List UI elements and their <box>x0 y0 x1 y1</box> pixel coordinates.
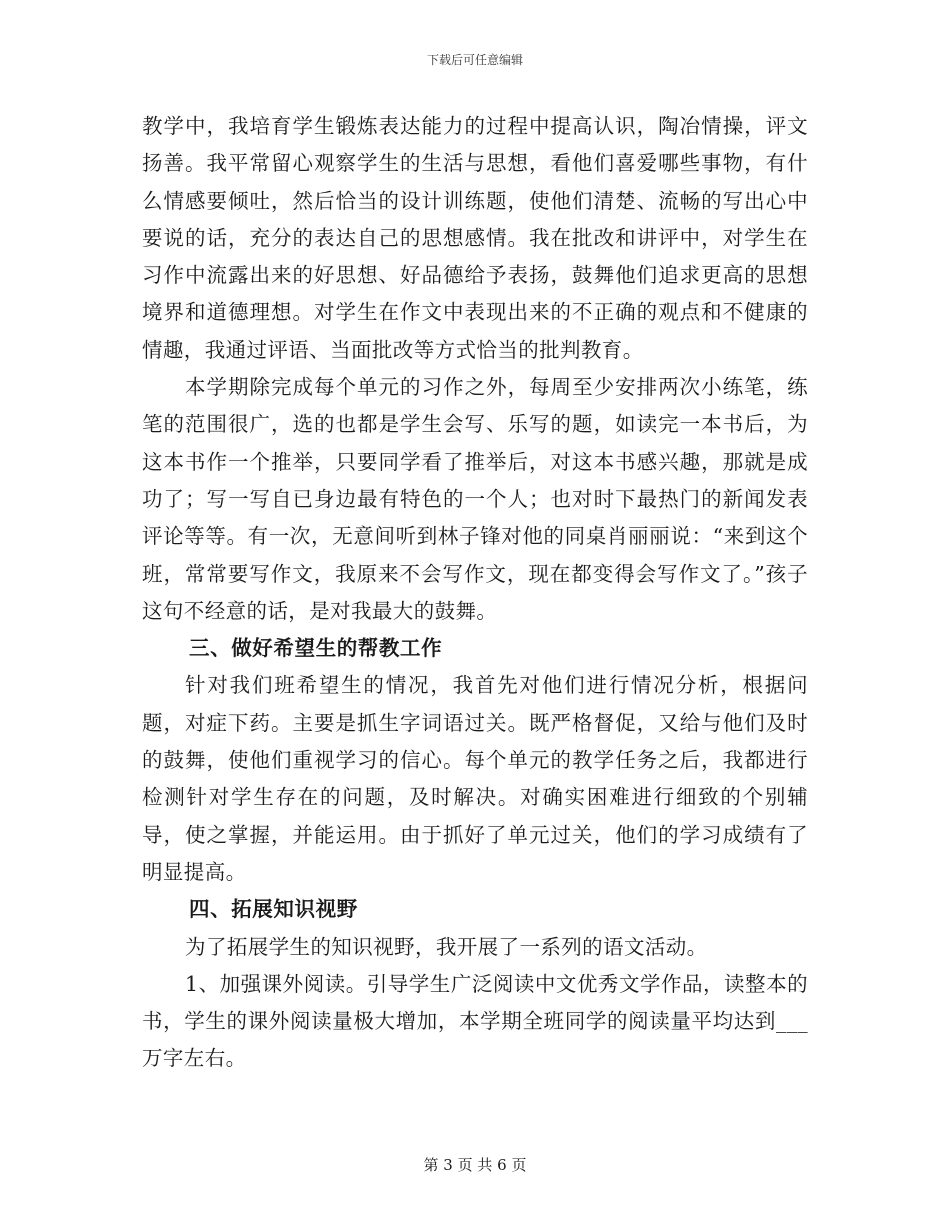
page-number: 第 3 页 共 6 页 <box>423 1156 527 1174</box>
document-body <box>142 108 808 1078</box>
section-heading-4: 四、拓展知识视野 <box>189 897 358 922</box>
paragraph-5: 1、加强课外阅读。引导学生广泛阅读中文优秀文学作品，读整本的书，学生的课外阅读量极大增加，本学期全班同学的阅读量平均达到___万字左右。 <box>142 971 808 1071</box>
section-heading-3: 三、做好希望生的帮教工作 <box>189 636 443 661</box>
paragraph-4: 为了拓展学生的知识视野，我开展了一系列的语文活动。 <box>185 934 708 959</box>
paragraph-2: 本学期除完成每个单元的习作之外，每周至少安排两次小练笔，练笔的范围很广，选的也都是学生会写、乐写的题，如读完一本书后，为这本书作一个推举，只要同学看了推举后，对这本书感兴趣，那就是成功了；写一写自已身边最有特色的一个人；也对时下最热门的新闻发表评论等等。有一次，无意间听到林子锋对他的同桌肖丽丽说：“来到这个班，常常要写作文，我原来不会写作文，现在都变得会写作文了。”孩子这句不经意的话，是对我最大的鼓舞。 <box>142 375 808 623</box>
page-header-note: 下载后可任意编辑 <box>426 53 523 67</box>
paragraph-3: 针对我们班希望生的情况，我首先对他们进行情况分析，根据问题，对症下药。主要是抓生字词语过关。既严格督促，又给与他们及时的鼓舞，使他们重视学习的信心。每个单元的教学任务之后，我都进行检测针对学生存在的问题，及时解决。对确实困难进行细致的个别辅导，使之掌握，并能运用。由于抓好了单元过关，他们的学习成绩有了明显提高。 <box>142 673 808 884</box>
paragraph-1: 教学中，我培育学生锻炼表达能力的过程中提高认识，陶冶情操，评文扬善。我平常留心观察学生的生活与思想，看他们喜爱哪些事物，有什么情感要倾吐，然后恰当的设计训练题，使他们清楚、流畅的写出心中要说的话，充分的表达自己的思想感情。我在批改和讲评中，对学生在习作中流露出来的好思想、好品德给予表扬，鼓舞他们追求更高的思想境界和道德理想。对学生在作文中表现出来的不正确的观点和不健康的情趣，我通过评语、当面批改等方式恰当的批判教育。 <box>142 114 808 362</box>
